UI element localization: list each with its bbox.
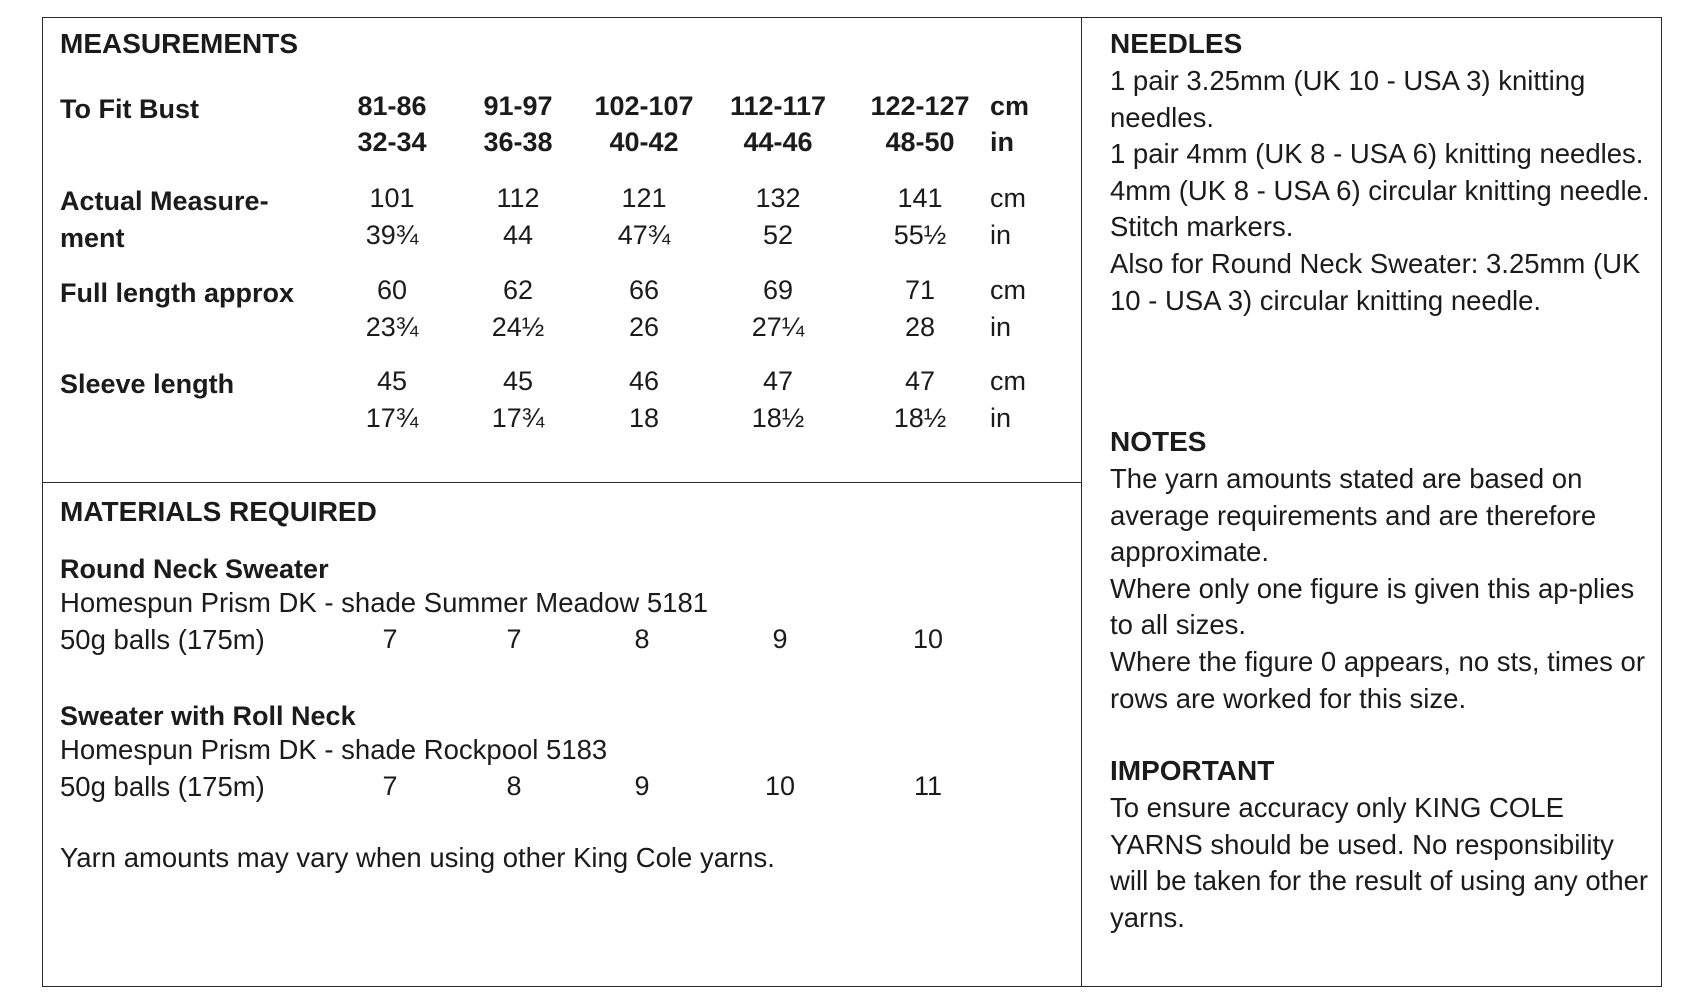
measurement-value-in: 47¾: [617, 220, 671, 250]
measurement-value-in: 23¾: [365, 312, 419, 342]
notes-heading: NOTES: [1110, 426, 1207, 457]
ball-count: 8: [634, 624, 650, 654]
notes-text: The yarn amounts stated are based on average requirements and are therefore approximate. Where only one figure is given this ap-plies to all sizes. Where the figure 0 appears, no sts, times or rows are worked for this size.: [1110, 463, 1645, 714]
unit-cm: cm: [990, 275, 1026, 305]
bust-unit-cm: cm: [990, 91, 1030, 121]
bust-size-in: 36-38: [483, 127, 553, 157]
measurement-value-in: 24½: [491, 312, 545, 342]
material-balls-label: 50g balls (175m): [60, 771, 265, 802]
measurement-value-cm: 45: [502, 366, 534, 396]
material-balls-label: 50g balls (175m): [60, 624, 265, 655]
bust-size-cm: 102-107: [594, 91, 694, 121]
needles-heading: NEEDLES: [1110, 28, 1243, 59]
material-title: Round Neck Sweater: [60, 554, 329, 584]
measurement-value-cm: 141: [897, 183, 943, 213]
measurement-value-in: 52: [762, 220, 794, 250]
unit-cm: cm: [990, 366, 1026, 396]
unit-cm: cm: [990, 183, 1026, 213]
bust-size-cm: 81-86: [357, 91, 427, 121]
measurement-value-cm: 62: [502, 275, 534, 305]
measurement-value-in: 17¾: [365, 403, 419, 433]
bust-size-cm: 122-127: [870, 91, 970, 121]
measurement-value-cm: 66: [628, 275, 660, 305]
measurements-heading: MEASUREMENTS: [60, 28, 299, 59]
measurement-value-cm: 46: [628, 366, 660, 396]
measurement-value-cm: 71: [904, 275, 936, 305]
measurement-value-in: 18½: [893, 403, 947, 433]
ball-count: 7: [506, 624, 522, 654]
ball-count: 8: [506, 771, 522, 801]
measurement-value-cm: 112: [496, 183, 540, 213]
measurement-value-cm: 60: [376, 275, 408, 305]
measurement-value-in: 27¼: [751, 312, 805, 342]
measurement-value-cm: 101: [369, 183, 415, 213]
measurement-value-in: 55½: [893, 220, 947, 250]
measurement-label: Full length approx: [60, 278, 294, 308]
measurement-value-cm: 47: [904, 366, 936, 396]
bust-size-in: 40-42: [609, 127, 679, 157]
measurement-value-cm: 132: [755, 183, 801, 213]
ball-count: 10: [912, 624, 944, 654]
bust-size-in: 48-50: [885, 127, 955, 157]
measurement-label: Actual Measure-: [60, 186, 269, 216]
ball-count: 9: [634, 771, 650, 801]
bust-size-cm: 112-117: [729, 91, 827, 121]
measurement-value-in: 18½: [751, 403, 805, 433]
unit-in: in: [990, 220, 1012, 250]
bust-size-in: 44-46: [743, 127, 813, 157]
measurement-value-cm: 121: [621, 183, 667, 213]
unit-in: in: [990, 312, 1012, 342]
important-text: To ensure accuracy only KING COLE YARNS should be used. No responsibility will be taken for the result of using any other yarns.: [1110, 792, 1649, 933]
important-heading: IMPORTANT: [1110, 755, 1275, 786]
measurement-value-in: 26: [628, 312, 660, 342]
measurement-value-cm: 45: [376, 366, 408, 396]
measurement-value-in: 28: [904, 312, 936, 342]
measurement-value-in: 18: [628, 403, 660, 433]
measurement-value-in: 44: [502, 220, 534, 250]
column-divider: [1081, 18, 1082, 986]
ball-count: 7: [382, 771, 398, 801]
unit-in: in: [990, 403, 1012, 433]
bust-unit-in: in: [990, 127, 1014, 157]
measurement-label: Sleeve length: [60, 369, 235, 399]
measurement-value-cm: 47: [762, 366, 794, 396]
section-divider: [43, 482, 1081, 483]
measurement-value-in: 39¾: [365, 220, 419, 250]
ball-count: 10: [764, 771, 796, 801]
needles-text: 1 pair 3.25mm (UK 10 - USA 3) knitting needles. 1 pair 4mm (UK 8 - USA 6) knitting needles. 4mm (UK 8 - USA 6) circular knitting needle. Stitch markers. Also for Round Neck Sweater: 3.25mm (UK 10 - USA 3) circular knitting needle.: [1110, 65, 1650, 316]
material-yarn: Homespun Prism DK - shade Summer Meadow 5181: [60, 587, 709, 618]
materials-heading: MATERIALS REQUIRED: [60, 496, 377, 527]
bust-size-cm: 91-97: [483, 91, 553, 121]
ball-count: 11: [913, 771, 943, 801]
measurement-value-in: 17¾: [491, 403, 545, 433]
measurement-value-cm: 69: [762, 275, 794, 305]
material-yarn: Homespun Prism DK - shade Rockpool 5183: [60, 734, 608, 765]
bust-label: To Fit Bust: [60, 94, 199, 124]
measurement-label-cont: ment: [60, 223, 125, 253]
material-title: Sweater with Roll Neck: [60, 701, 356, 731]
ball-count: 9: [772, 624, 788, 654]
bust-size-in: 32-34: [357, 127, 427, 157]
yarn-variation-note: Yarn amounts may vary when using other King Cole yarns.: [60, 842, 775, 873]
ball-count: 7: [382, 624, 398, 654]
